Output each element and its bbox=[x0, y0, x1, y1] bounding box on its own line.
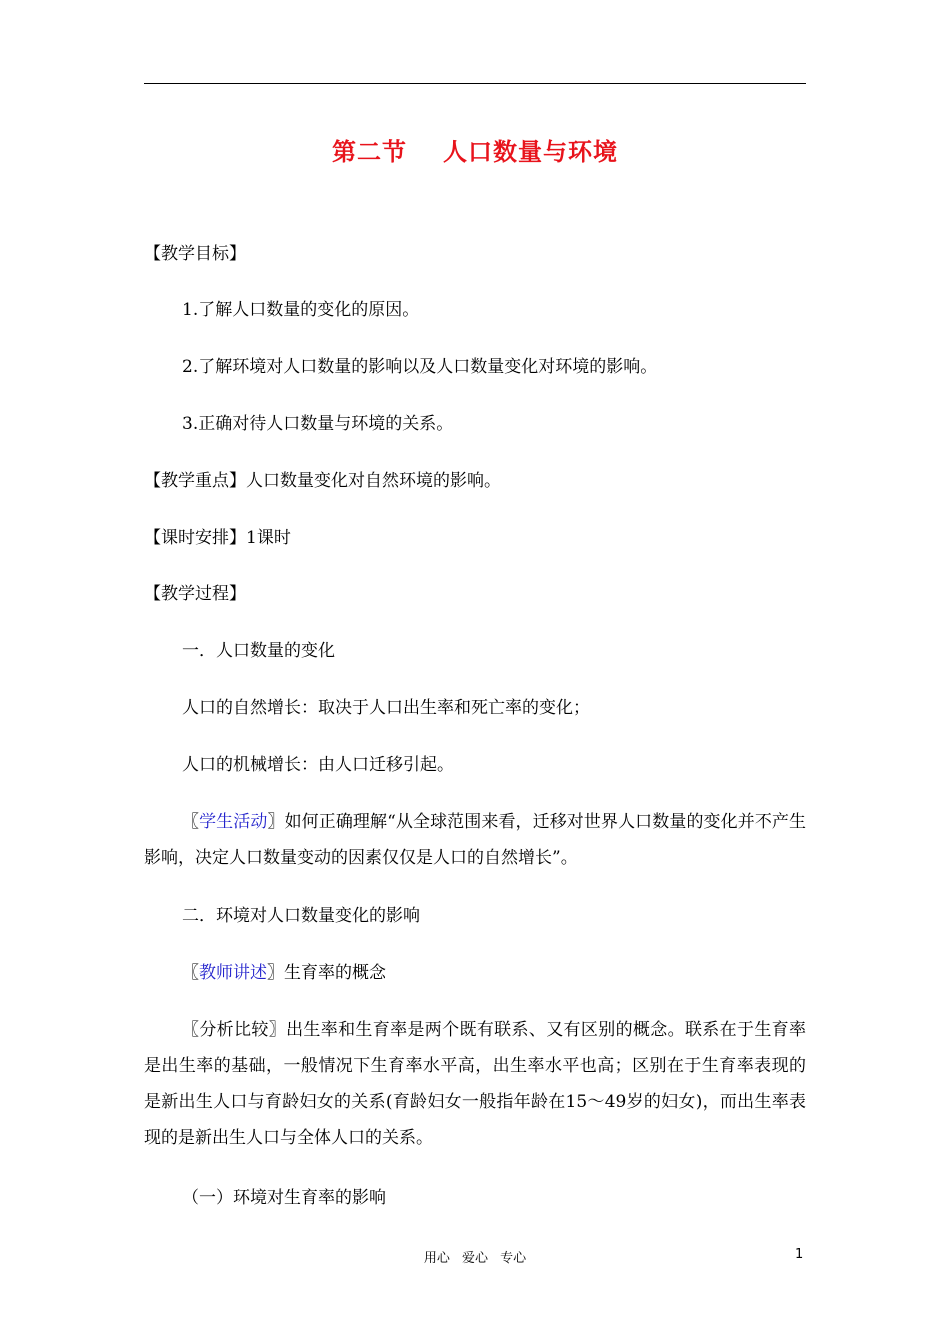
student-activity-text: 如何正确理解“从全球范围来看，迁移对世界人口数量的变化并不产生影响，决定人口数量变动的因素仅仅是人口的自然增长”。 bbox=[144, 812, 806, 868]
natural-growth-line: 人口的自然增长：取决于人口出生率和死亡率的变化； bbox=[182, 698, 590, 718]
schedule-line bbox=[144, 525, 806, 551]
header-rule bbox=[144, 83, 806, 84]
analysis-paragraph bbox=[144, 1012, 806, 1156]
schedule-text: 1课时 bbox=[246, 528, 291, 548]
analysis-label: 〖分析比较〗 bbox=[182, 1020, 287, 1040]
teacher-talk-bracket-open: 〖 bbox=[182, 963, 199, 983]
objective-item-3: 3.正确对待人口数量与环境的关系。 bbox=[182, 414, 454, 434]
student-activity-bracket-open: 〖 bbox=[182, 812, 200, 832]
objective-item-2: 2.了解环境对人口数量的影响以及人口数量变化对环境的影响。 bbox=[182, 357, 658, 377]
student-activity-label: 学生活动 bbox=[199, 812, 268, 832]
objective-item-1: 1.了解人口数量的变化的原因。 bbox=[182, 300, 420, 320]
teacher-talk-bracket-close: 〗 bbox=[267, 963, 284, 983]
section1-heading: 一．人口数量的变化 bbox=[182, 641, 335, 661]
analysis-text: 出生率和生育率是两个既有联系、又有区别的概念。联系在于生育率是出生率的基础，一般情况下生育率水平高，出生率水平也高；区别在于生育率表现的是新出生人口与育龄妇女的关系(育龄妇女一般指年龄在15～49岁的妇女)，而出生率表现的是新出生人口与全体人口的关系。 bbox=[144, 1020, 807, 1148]
page-title bbox=[0, 132, 950, 167]
subsection1-heading: （一）环境对生育率的影响 bbox=[182, 1188, 386, 1208]
footer-word-3: 专心 bbox=[500, 1251, 527, 1266]
key-point-line bbox=[144, 468, 806, 494]
objectives-heading: 【教学目标】 bbox=[144, 244, 246, 264]
page-footer bbox=[0, 1247, 950, 1266]
footer-word-1: 用心 bbox=[423, 1251, 450, 1266]
mechanical-growth-line: 人口的机械增长：由人口迁移引起。 bbox=[182, 755, 454, 775]
key-point-text: 人口数量变化对自然环境的影响。 bbox=[246, 471, 501, 491]
teacher-talk-label: 教师讲述 bbox=[199, 963, 267, 983]
title-section-number: 第二节 bbox=[332, 138, 407, 166]
process-heading: 【教学过程】 bbox=[144, 584, 246, 604]
section2-heading: 二．环境对人口数量变化的影响 bbox=[182, 906, 420, 926]
teacher-talk-line bbox=[182, 960, 806, 986]
teacher-talk-text: 生育率的概念 bbox=[284, 963, 386, 983]
title-topic: 人口数量与环境 bbox=[443, 138, 618, 166]
page-number: 1 bbox=[795, 1247, 804, 1262]
student-activity-bracket-close: 〗 bbox=[267, 812, 285, 832]
key-point-label: 【教学重点】 bbox=[144, 471, 246, 491]
schedule-label: 【课时安排】 bbox=[144, 528, 246, 548]
footer-word-2: 爱心 bbox=[461, 1251, 488, 1266]
student-activity-paragraph bbox=[144, 804, 806, 876]
